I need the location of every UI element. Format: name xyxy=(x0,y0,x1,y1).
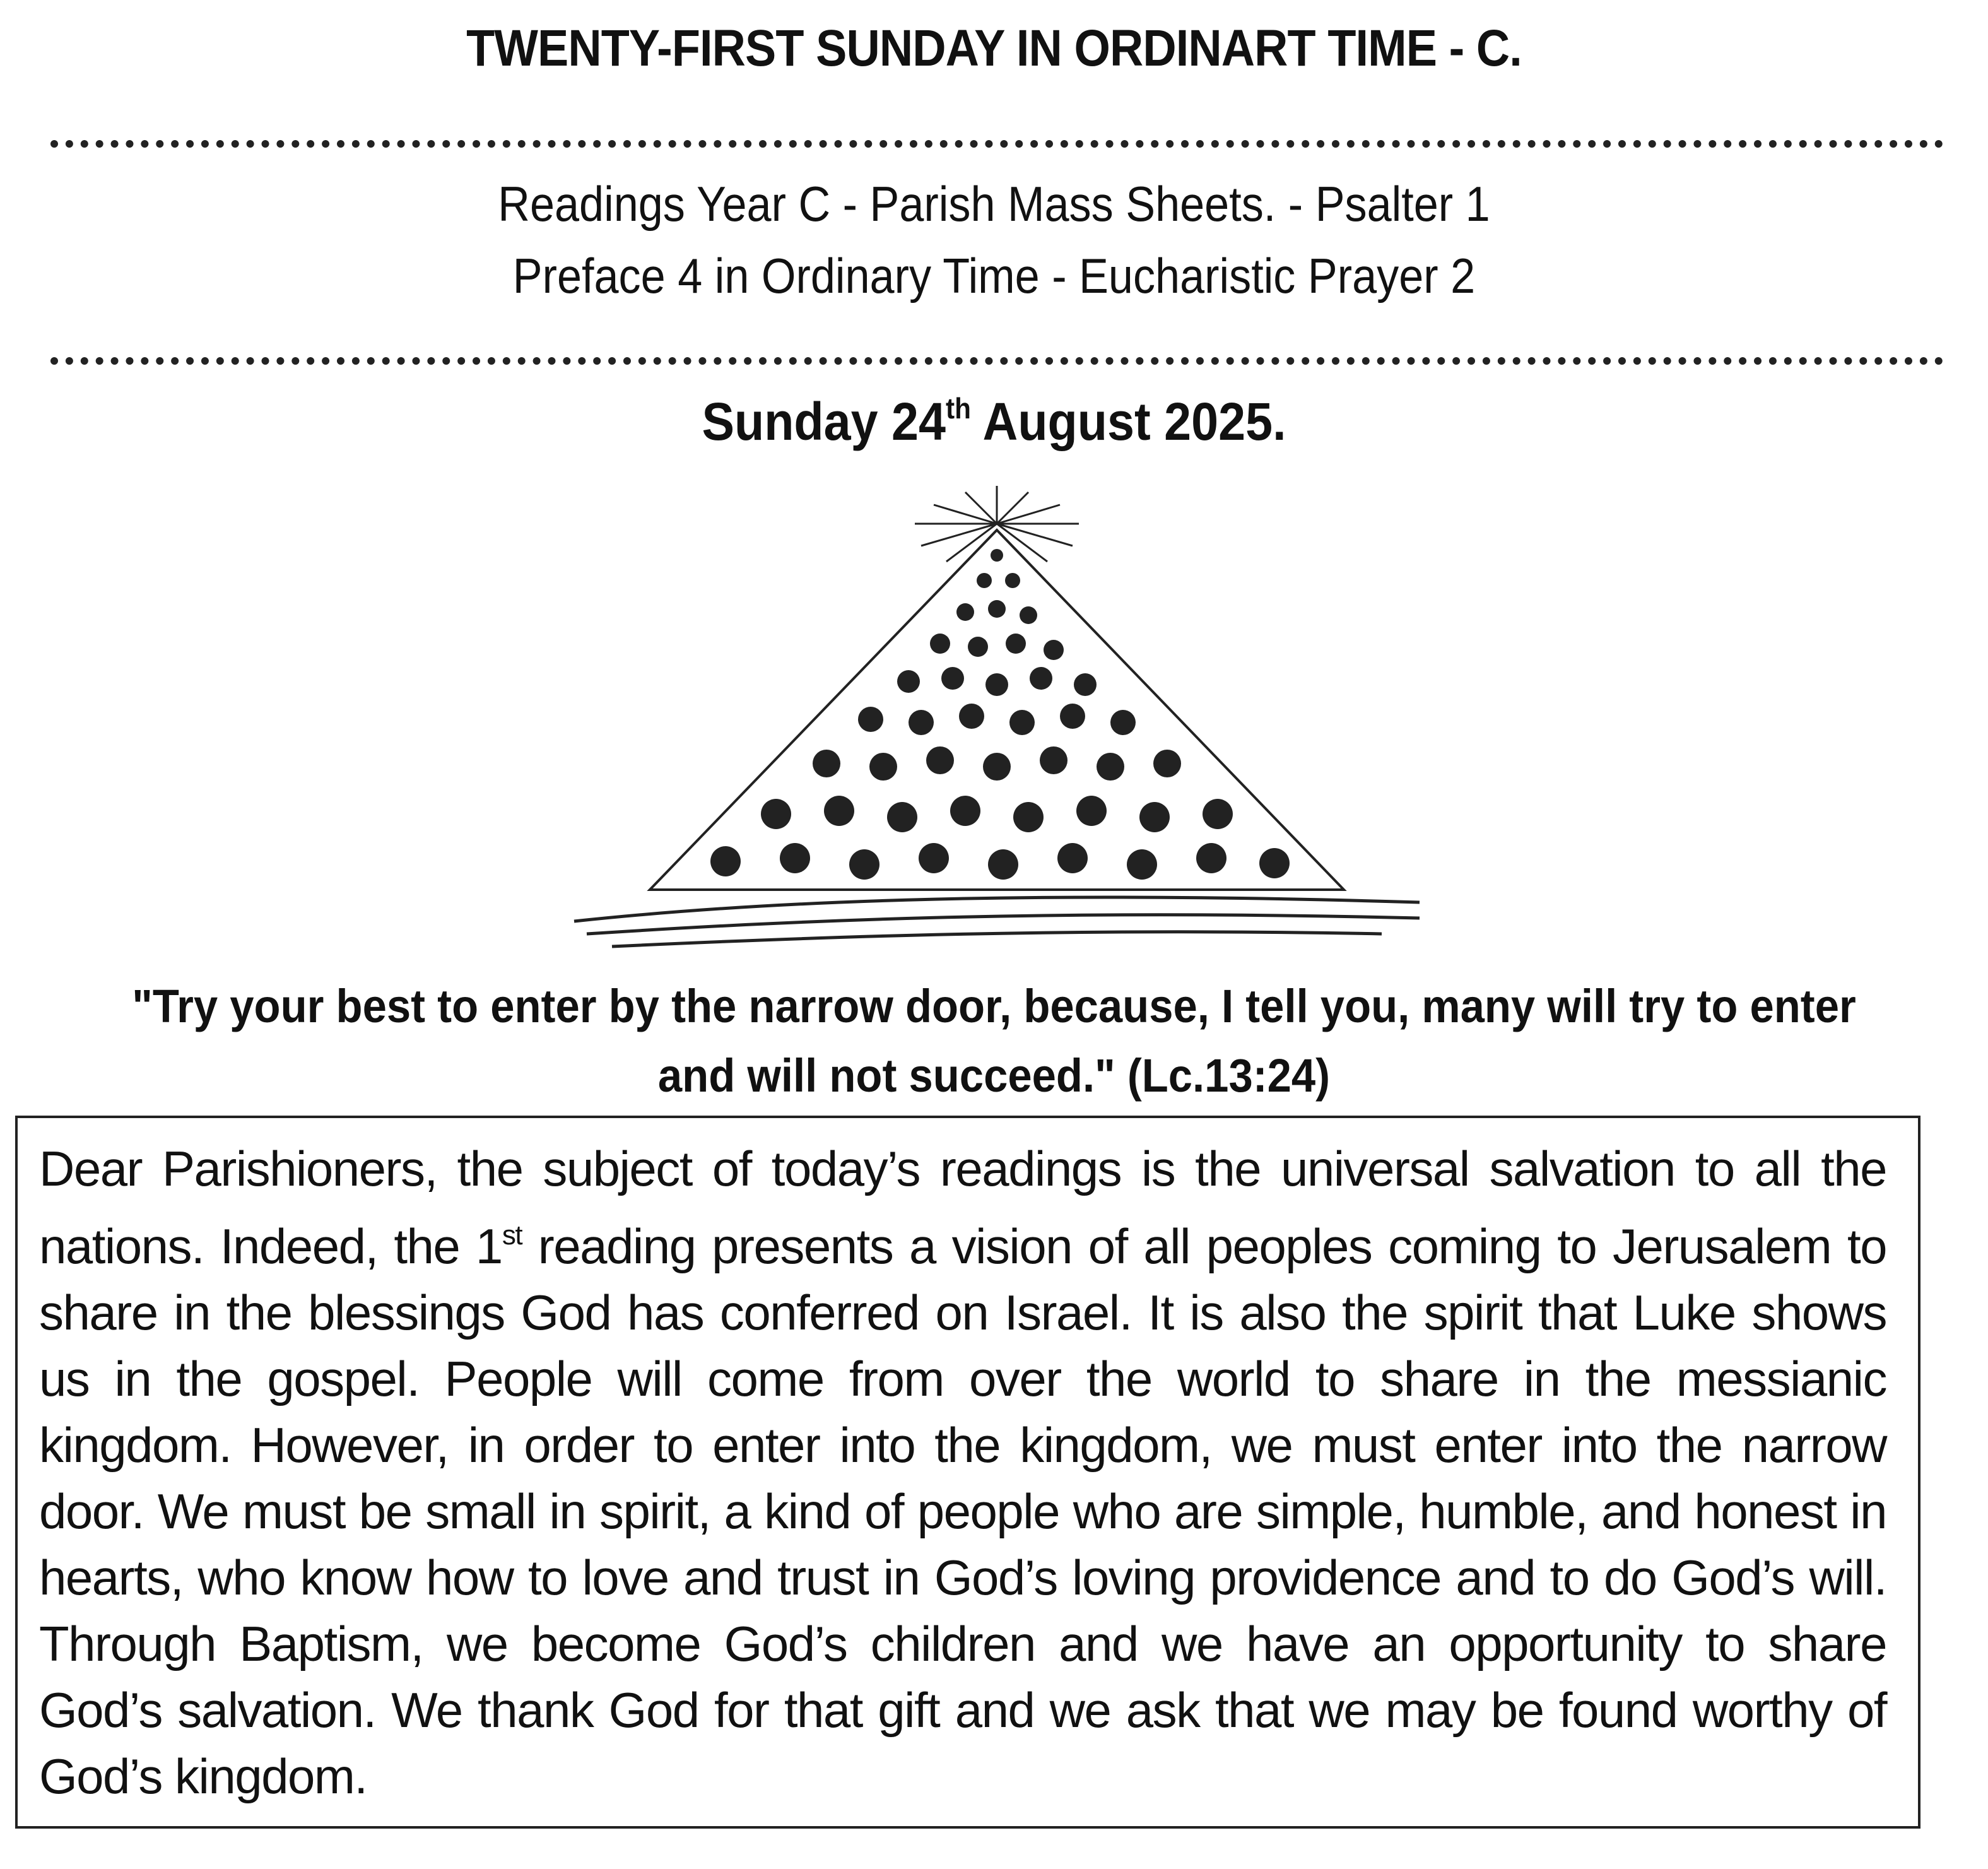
date-prefix: Sunday 24 xyxy=(702,392,946,451)
readings-line: Readings Year C - Parish Mass Sheets. - Psalter 1 xyxy=(498,176,1490,232)
message-text xyxy=(39,1136,1886,1810)
dotted-divider-bottom xyxy=(50,357,1943,365)
ground-lines xyxy=(574,897,1420,946)
page-title: TWENTY-FIRST SUNDAY IN ORDINART TIME - C. xyxy=(466,20,1522,77)
message-part-1: Dear Parishioners, the subject of today’s readings is the universal salvation to all the nations. Indeed, the 1 xyxy=(39,1141,1886,1274)
date-ordinal: th xyxy=(945,392,971,425)
date-heading xyxy=(79,391,1909,452)
message-ordinal: st xyxy=(502,1220,522,1251)
scripture-quote: "Try your best to enter by the narrow door, because, I tell you, many will try to enter and will not succeed." (Lc.13:24) xyxy=(132,980,1856,1102)
crowd-mountain xyxy=(650,530,1344,890)
crowd-mountain-illustration xyxy=(562,486,1432,965)
message-part-2: reading presents a vision of all peoples coming to Jerusalem to share in the blessings God has conferred on Israel. It is also the spirit that Luke shows us in the gospel. People will come from over the world to share in the messianic kingdom. However, in order to enter into the kingdom, we must enter into the narrow door. We must be small in spirit, a kind of people who are simple, humble, and honest in hearts, who know how to love and trust in God’s loving providence and to do God’s will. Through Baptism, we become God’s children and we have an opportunity to share God’s salvation. We thank God for that gift and we ask that we may be found worthy of God’s kingdom. xyxy=(39,1218,1886,1804)
date-suffix: August 2025. xyxy=(970,392,1286,451)
preface-line: Preface 4 in Ordinary Time - Eucharistic Prayer 2 xyxy=(512,248,1476,304)
dotted-divider-top xyxy=(50,140,1943,148)
